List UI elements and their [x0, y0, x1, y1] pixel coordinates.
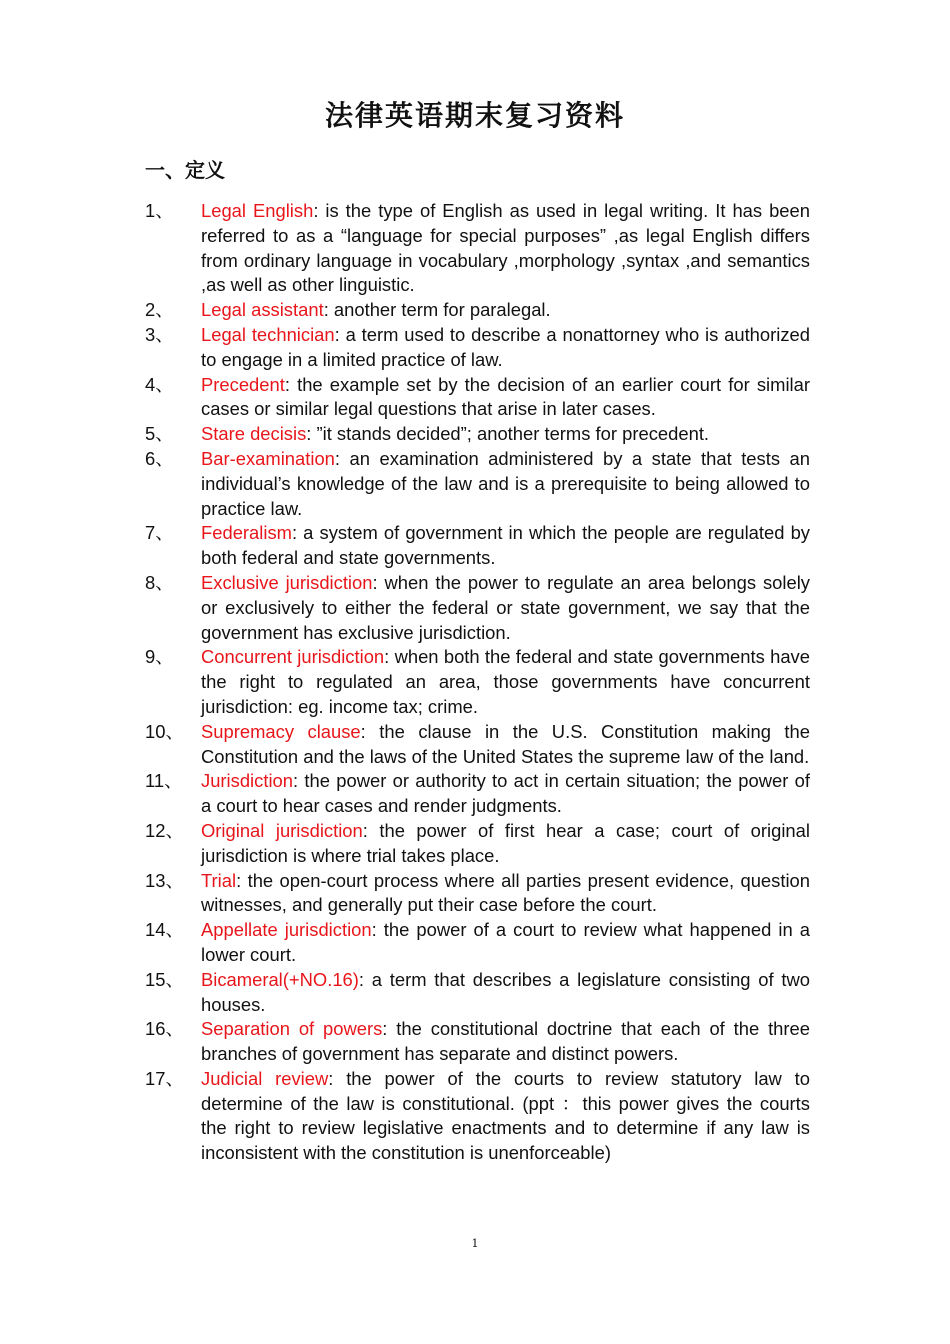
definition-body: [201, 1017, 810, 1067]
definition-item: [145, 199, 810, 298]
definition-term: Legal technician: [201, 323, 335, 345]
definition-body: [201, 720, 810, 770]
definition-text: : the power of the courts to review statutory law to determine of the law is constitutional. (ppt ：this power gives the courts the right to review legislative enactments and to determine if any law is inconsistent with the constitution is unenforceable): [201, 1067, 810, 1164]
definition-term: Bicameral(+NO.16): [201, 968, 359, 990]
definition-text: : ”it stands decided”; another terms for precedent.: [306, 423, 710, 445]
definition-text: : the open-court process where all parties present evidence, question witnesses, and generally put their case before the court.: [201, 869, 810, 916]
definition-number: 15、: [145, 968, 184, 990]
definition-text: : the power or authority to act in certain situation; the power of a court to hear cases and render judgments.: [201, 770, 810, 817]
definition-item: [145, 769, 810, 819]
definition-term: Concurrent jurisdiction: [201, 646, 385, 668]
definition-body: [201, 447, 810, 521]
definition-number: 3、: [145, 323, 174, 345]
definition-item: [145, 720, 810, 770]
definition-term: Exclusive jurisdiction: [201, 571, 373, 593]
definition-term: Federalism: [201, 522, 292, 544]
definition-number: 7、: [145, 522, 174, 544]
definition-number: 6、: [145, 447, 174, 469]
definition-body: [201, 769, 810, 819]
definition-item: [145, 1017, 810, 1067]
definition-term: Legal assistant: [201, 299, 324, 321]
definition-text: : is the type of English as used in legal writing. It has been referred to as a “language for special purposes” ,as legal English differs from ordinary language in vocabulary ,morphology ,syntax ,and semantics ,as well as other linguistic.: [201, 200, 810, 296]
definition-list: [145, 199, 810, 1166]
definition-text: : the constitutional doctrine that each of the three branches of government has separate and distinct powers.: [201, 1018, 810, 1065]
definition-number: 8、: [145, 571, 174, 593]
definition-number: 1、: [145, 200, 174, 221]
definition-body: [201, 323, 810, 373]
definition-body: [201, 298, 810, 323]
definition-body: [201, 869, 810, 919]
definition-text: : the power of first hear a case; court of original jurisdiction is where trial takes place.: [201, 819, 810, 866]
definition-item: [145, 422, 810, 447]
definition-text: : a system of government in which the people are regulated by both federal and state governments.: [201, 522, 810, 569]
definition-term: Bar-examination: [201, 447, 335, 469]
definition-item: [145, 869, 810, 919]
definition-number: 4、: [145, 373, 174, 395]
definition-number: 14、: [145, 919, 184, 941]
definition-body: [201, 199, 810, 298]
definition-number: 17、: [145, 1067, 184, 1089]
definition-term: Stare decisis: [201, 423, 307, 445]
definition-text: : when both the federal and state governments have the right to regulated an area, those governments have concurrent jurisdiction: eg. income tax; crime.: [201, 646, 810, 717]
definition-item: [145, 1067, 810, 1166]
definition-item: [145, 645, 810, 719]
definition-item: [145, 918, 810, 968]
definition-item: [145, 447, 810, 521]
definition-text: : a term used to describe a nonattorney who is authorized to engage in a limited practice of law.: [201, 323, 810, 370]
definition-text: : the power of a court to review what happened in a lower court.: [201, 919, 810, 965]
definition-body: [201, 819, 810, 869]
definition-body: [201, 422, 810, 447]
definition-body: [201, 1067, 810, 1166]
definition-number: 13、: [145, 869, 184, 891]
definition-number: 10、: [145, 720, 184, 742]
definition-term: Separation of powers: [201, 1018, 383, 1040]
definition-text: : the example set by the decision of an earlier court for similar cases or similar legal questions that arise in later cases.: [201, 373, 810, 420]
definition-body: [201, 918, 810, 968]
page-number: 1: [471, 1237, 479, 1250]
definition-item: [145, 968, 810, 1018]
definition-term: Precedent: [201, 373, 285, 395]
definition-number: 9、: [145, 646, 174, 668]
definition-body: [201, 373, 810, 423]
definition-item: [145, 298, 810, 323]
definition-text: : another term for paralegal.: [323, 299, 551, 321]
definition-number: 2、: [145, 299, 174, 321]
definition-term: Original jurisdiction: [201, 819, 363, 841]
definition-body: [201, 571, 810, 645]
definition-item: [145, 323, 810, 373]
definition-text: : an examination administered by a state that tests an individual’s knowledge of the law and is a prerequisite to being allowed to practice law.: [201, 447, 810, 519]
definition-term: Jurisdiction: [201, 770, 293, 792]
definition-term: Appellate jurisdiction: [201, 919, 372, 941]
definition-item: [145, 571, 810, 645]
definition-number: 16、: [145, 1018, 184, 1040]
definition-number: 12、: [145, 819, 184, 841]
definition-body: [201, 645, 810, 719]
document-title: 法律英语期末复习资料: [324, 99, 625, 132]
definition-number: 5、: [145, 423, 174, 445]
definition-item: [145, 819, 810, 869]
definition-text: : a term that describes a legislature consisting of two houses.: [201, 968, 810, 1015]
definition-body: [201, 968, 810, 1018]
definition-term: Trial: [201, 869, 237, 891]
definition-number: 11、: [145, 770, 183, 792]
definition-term: Judicial review: [201, 1067, 329, 1089]
definition-item: [145, 373, 810, 423]
definition-body: [201, 521, 810, 571]
section-heading: 一、定义: [145, 158, 225, 182]
definition-text: : the clause in the U.S. Constitution making the Constitution and the laws of the United States the supreme law of the land.: [201, 720, 810, 767]
definition-text: : when the power to regulate an area belongs solely or exclusively to either the federal or state government, we say that the government has exclusive jurisdiction.: [201, 571, 810, 643]
definition-term: Supremacy clause: [201, 720, 361, 742]
definition-term: Legal English: [201, 200, 314, 221]
definition-item: [145, 521, 810, 571]
